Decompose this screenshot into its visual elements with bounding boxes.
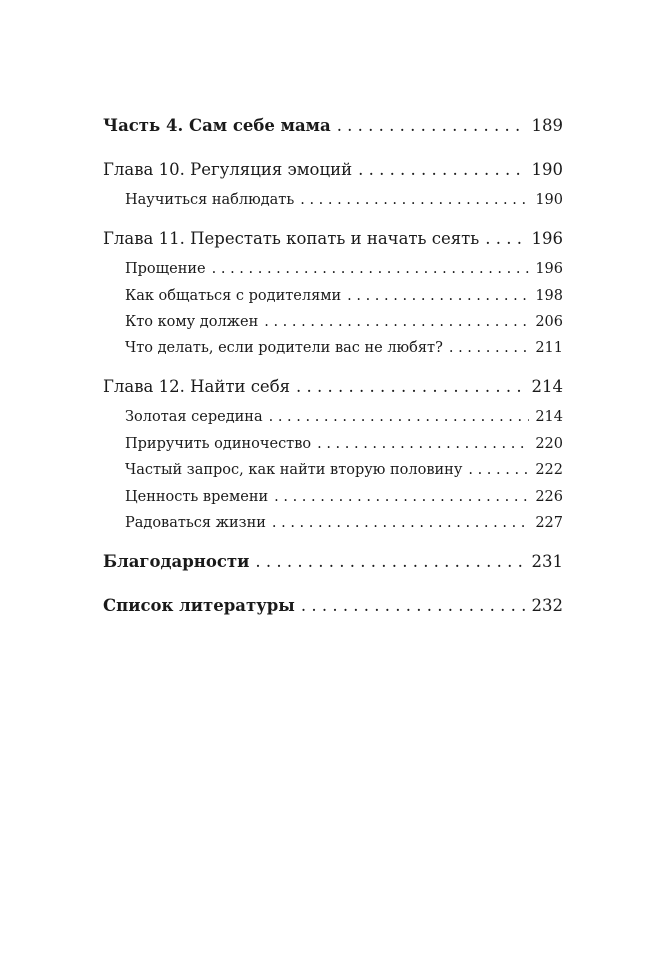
toc-entry-page: 226	[535, 489, 563, 505]
toc-entry-chapter-10	[103, 162, 563, 179]
toc-entry-title: Часть 4. Сам себе мама	[103, 116, 331, 135]
toc-entry-title: Прощение	[125, 261, 206, 277]
dot-leader	[301, 598, 526, 615]
toc-entry-title: Список литературы	[103, 596, 295, 615]
toc-entry-page: 231	[531, 552, 563, 571]
toc-entry-section	[125, 463, 563, 478]
toc-entry-page: 196	[535, 261, 563, 277]
toc-entry-title: Радоваться жизни	[125, 515, 266, 531]
toc-entry-part-4	[103, 118, 563, 135]
toc-entry-page: 190	[531, 160, 563, 179]
dot-leader	[300, 193, 529, 208]
toc-entry-title: Кто кому должен	[125, 314, 259, 330]
dot-leader	[212, 262, 530, 277]
toc-entry-title: Глава 12. Найти себя	[103, 377, 291, 396]
toc-entry-page: 227	[535, 515, 563, 531]
dot-leader	[337, 118, 526, 135]
toc-entry-title: Научиться наблюдать	[125, 192, 295, 208]
dot-leader	[347, 289, 529, 304]
toc-entry-section	[125, 437, 563, 452]
toc-entry-title: Приручить одиночество	[125, 436, 312, 452]
toc-entry-page: 190	[535, 192, 563, 208]
dot-leader	[358, 162, 525, 179]
toc-entry-section	[125, 410, 563, 425]
toc-entry-section	[125, 516, 563, 531]
toc-entry-section	[125, 341, 563, 356]
toc-entry-title: Ценность времени	[125, 489, 269, 505]
dot-leader	[485, 231, 525, 248]
toc-entry-bibliography	[103, 598, 563, 615]
dot-leader	[264, 315, 529, 330]
toc-entry-page: 232	[531, 596, 563, 615]
toc-entry-title: Частый запрос, как найти вторую половину	[125, 462, 463, 478]
toc-entry-section	[125, 193, 563, 208]
toc-entry-page: 222	[535, 462, 563, 478]
toc-entry-title: Благодарности	[103, 552, 250, 571]
toc-entry-page: 196	[531, 229, 563, 248]
toc-entry-acknowledgements	[103, 554, 563, 571]
toc-entry-page: 220	[535, 436, 563, 452]
dot-leader	[255, 554, 525, 571]
toc-entry-section	[125, 262, 563, 277]
toc-entry-title: Глава 10. Регуляция эмоций	[103, 160, 353, 179]
toc-entry-page: 189	[531, 116, 563, 135]
toc-entry-page: 198	[535, 288, 563, 304]
toc-entry-section	[125, 315, 563, 330]
toc-entry-chapter-11	[103, 231, 563, 248]
toc-entry-page: 211	[535, 340, 563, 356]
dot-leader	[468, 463, 529, 478]
toc-entry-title: Глава 11. Перестать копать и начать сеять	[103, 229, 480, 248]
dot-leader	[317, 437, 529, 452]
toc-entry-section	[125, 289, 563, 304]
toc-entry-title: Как общаться с родителями	[125, 288, 342, 304]
toc-entry-page: 206	[535, 314, 563, 330]
dot-leader	[296, 379, 525, 396]
toc-entry-page: 214	[535, 409, 563, 425]
toc-entry-page: 214	[531, 377, 563, 396]
toc-entry-title: Что делать, если родители вас не любят?	[125, 340, 443, 356]
toc-entry-title: Золотая середина	[125, 409, 263, 425]
dot-leader	[449, 341, 529, 356]
toc-entry-section	[125, 490, 563, 505]
dot-leader	[274, 490, 529, 505]
dot-leader	[269, 410, 530, 425]
dot-leader	[272, 516, 529, 531]
toc-entry-chapter-12	[103, 379, 563, 396]
